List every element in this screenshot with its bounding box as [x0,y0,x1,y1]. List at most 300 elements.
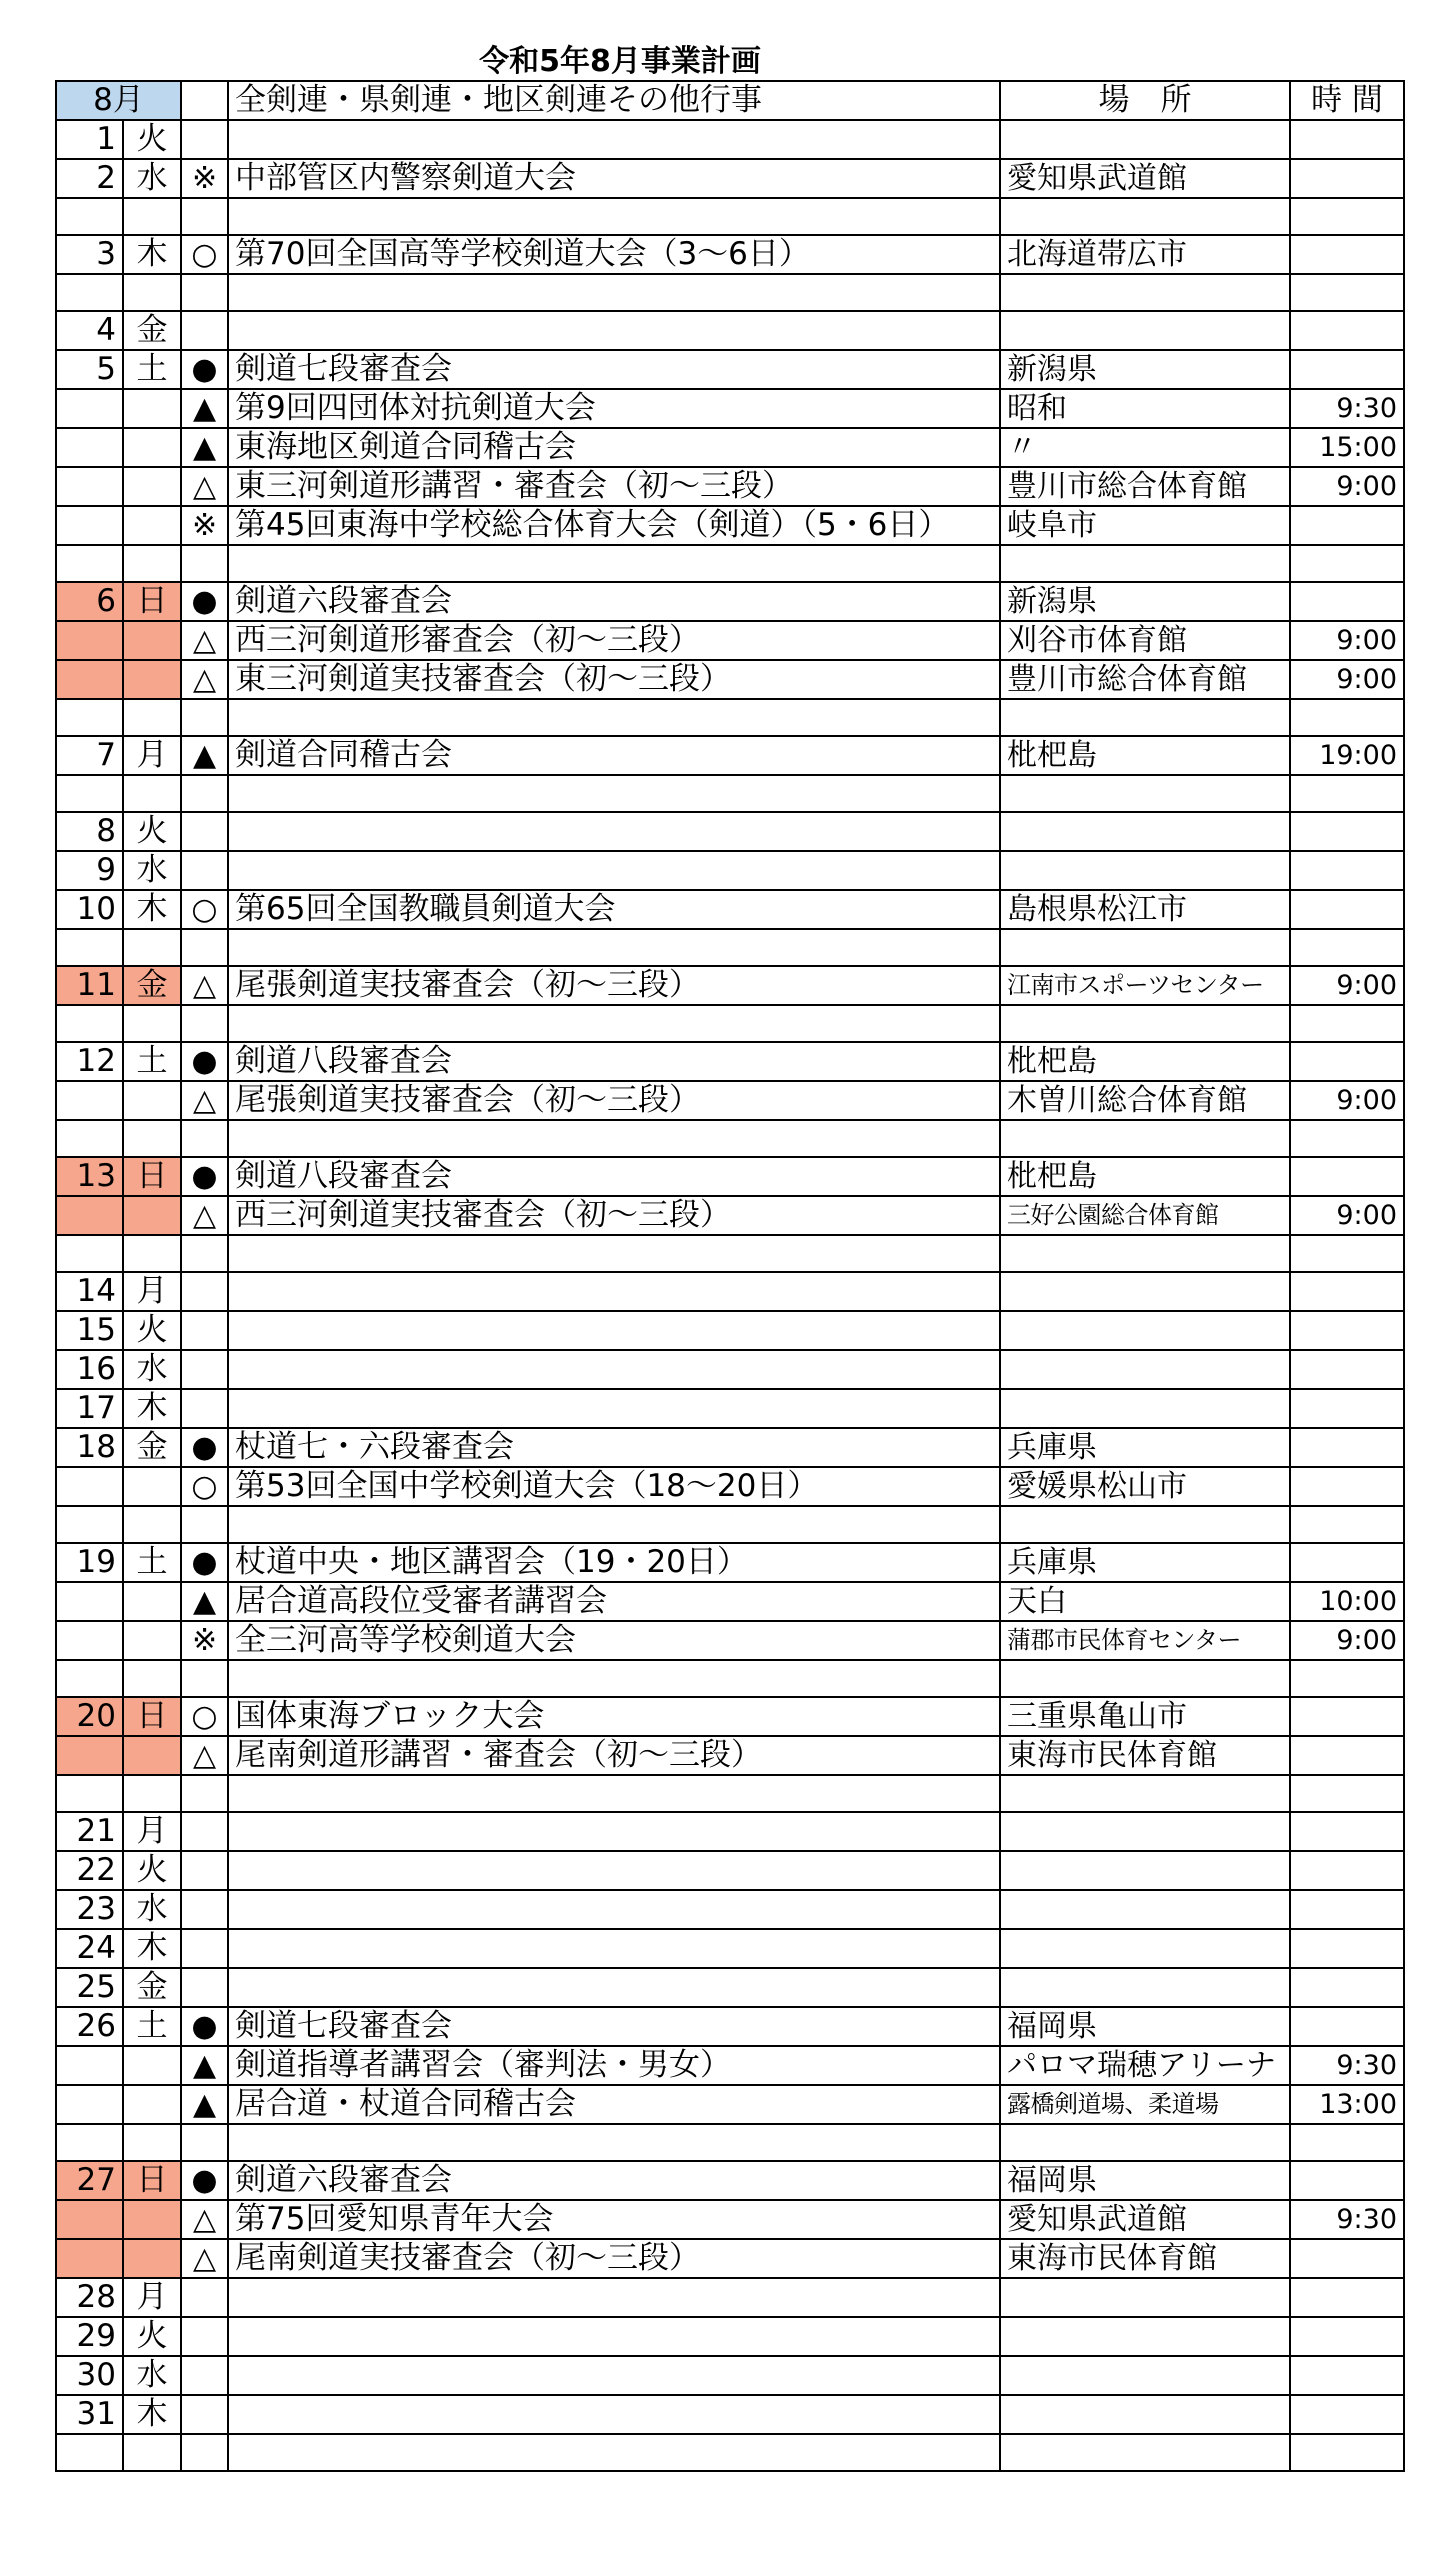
place-cell: 昭和 [1000,389,1290,428]
weekday-cell [123,2239,181,2278]
time-cell [1290,2161,1404,2200]
day-cell [56,1506,123,1543]
time-cell: 9:00 [1290,1081,1404,1120]
weekday-cell [123,2434,181,2471]
place-cell: 天白 [1000,1582,1290,1621]
event-cell [228,2124,1000,2161]
category-mark [181,1311,228,1350]
table-row [56,2356,1404,2395]
category-mark: ▲ [181,389,228,428]
table-row [56,1350,1404,1389]
place-cell: 愛媛県松山市 [1000,1467,1290,1506]
event-cell: 第9回四団体対抗剣道大会 [228,389,1000,428]
day-cell [56,660,123,699]
category-mark [181,545,228,582]
weekday-cell: 月 [123,736,181,775]
time-cell [1290,1736,1404,1775]
category-mark: ○ [181,1697,228,1736]
time-cell: 9:30 [1290,2046,1404,2085]
table-row [56,929,1404,966]
weekday-cell [123,1775,181,1812]
category-mark: △ [181,621,228,660]
category-mark [181,1890,228,1929]
weekday-cell [123,198,181,235]
event-cell: 杖道中央・地区講習会（19・20日） [228,1543,1000,1582]
category-mark [181,120,228,159]
place-cell [1000,1929,1290,1968]
weekday-cell: 金 [123,311,181,350]
weekday-cell [123,1506,181,1543]
event-cell [228,929,1000,966]
event-cell [228,2395,1000,2434]
table-row [56,582,1404,621]
time-cell [1290,1775,1404,1812]
month-header: 8月 [56,81,181,120]
place-cell: 木曽川総合体育館 [1000,1081,1290,1120]
day-cell [56,428,123,467]
time-cell: 9:30 [1290,389,1404,428]
time-cell [1290,1467,1404,1506]
table-row [56,198,1404,235]
day-cell [56,506,123,545]
time-cell [1290,1929,1404,1968]
time-cell [1290,159,1404,198]
place-cell [1000,2278,1290,2317]
time-cell [1290,1235,1404,1272]
day-cell: 21 [56,1812,123,1851]
place-cell [1000,274,1290,311]
weekday-cell [123,2085,181,2124]
category-mark [181,1812,228,1851]
category-mark: ※ [181,159,228,198]
table-row [56,1042,1404,1081]
time-cell [1290,2356,1404,2395]
table-row [56,2317,1404,2356]
weekday-cell: 日 [123,582,181,621]
table-row [56,890,1404,929]
place-cell: 愛知県武道館 [1000,2200,1290,2239]
category-mark [181,198,228,235]
table-row [56,1968,1404,2007]
place-cell: 蒲郡市民体育センター [1000,1621,1290,1660]
time-cell [1290,890,1404,929]
event-cell [228,2278,1000,2317]
time-cell [1290,1660,1404,1697]
day-cell [56,2434,123,2471]
category-mark [181,1851,228,1890]
weekday-cell [123,1467,181,1506]
place-cell [1000,311,1290,350]
weekday-cell [123,1196,181,1235]
table-row [56,775,1404,812]
category-mark [181,929,228,966]
day-cell [56,1081,123,1120]
weekday-cell: 月 [123,2278,181,2317]
weekday-cell [123,1235,181,1272]
time-cell [1290,2395,1404,2434]
event-cell [228,1506,1000,1543]
weekday-cell [123,467,181,506]
place-cell [1000,545,1290,582]
table-row [56,1929,1404,1968]
event-cell: 第45回東海中学校総合体育大会（剣道）（5・6日） [228,506,1000,545]
day-cell: 31 [56,2395,123,2434]
time-cell [1290,1851,1404,1890]
table-row [56,736,1404,775]
time-cell [1290,274,1404,311]
table-row [56,2200,1404,2239]
place-cell [1000,1272,1290,1311]
time-cell [1290,582,1404,621]
category-mark [181,1272,228,1311]
category-mark: ● [181,2007,228,2046]
time-cell [1290,1005,1404,1042]
weekday-cell: 日 [123,2161,181,2200]
table-row [56,389,1404,428]
time-cell [1290,699,1404,736]
table-row [56,1157,1404,1196]
day-cell: 30 [56,2356,123,2395]
place-cell: 新潟県 [1000,350,1290,389]
day-cell: 22 [56,1851,123,1890]
place-cell [1000,2356,1290,2395]
event-cell [228,1120,1000,1157]
time-cell [1290,2239,1404,2278]
table-row [56,545,1404,582]
weekday-cell [123,1660,181,1697]
time-cell: 15:00 [1290,428,1404,467]
event-cell: 剣道七段審査会 [228,2007,1000,2046]
category-mark [181,2395,228,2434]
table-row [56,1005,1404,1042]
day-cell: 6 [56,582,123,621]
weekday-cell [123,389,181,428]
weekday-cell [123,2046,181,2085]
mark-header [181,81,228,120]
table-row [56,2046,1404,2085]
place-cell [1000,2395,1290,2434]
day-cell: 25 [56,1968,123,2007]
event-cell: 第65回全国教職員剣道大会 [228,890,1000,929]
table-row [56,660,1404,699]
weekday-cell: 水 [123,1890,181,1929]
time-cell [1290,1120,1404,1157]
category-mark [181,1235,228,1272]
time-cell [1290,1272,1404,1311]
weekday-cell [123,699,181,736]
day-cell: 7 [56,736,123,775]
place-cell: 福岡県 [1000,2007,1290,2046]
time-cell [1290,1311,1404,1350]
weekday-cell: 木 [123,2395,181,2434]
event-cell: 剣道八段審査会 [228,1042,1000,1081]
event-cell [228,1968,1000,2007]
time-cell [1290,1812,1404,1851]
table-row [56,350,1404,389]
weekday-cell: 木 [123,1389,181,1428]
event-cell: 剣道八段審査会 [228,1157,1000,1196]
weekday-cell: 土 [123,350,181,389]
event-cell: 剣道指導者講習会（審判法・男女） [228,2046,1000,2085]
category-mark: ▲ [181,2085,228,2124]
event-cell: 国体東海ブロック大会 [228,1697,1000,1736]
table-row [56,1582,1404,1621]
table-row [56,621,1404,660]
weekday-cell: 水 [123,851,181,890]
weekday-cell: 火 [123,2317,181,2356]
day-cell: 8 [56,812,123,851]
day-cell [56,775,123,812]
header-row [56,81,1404,120]
category-mark [181,2434,228,2471]
day-cell: 13 [56,1157,123,1196]
time-cell [1290,1389,1404,1428]
event-cell [228,2356,1000,2395]
weekday-cell: 日 [123,1697,181,1736]
event-cell [228,1311,1000,1350]
time-cell: 19:00 [1290,736,1404,775]
day-cell [56,1775,123,1812]
time-cell: 9:30 [1290,2200,1404,2239]
category-mark [181,1660,228,1697]
place-cell: 三重県亀山市 [1000,1697,1290,1736]
time-cell: 9:00 [1290,966,1404,1005]
day-cell: 19 [56,1543,123,1582]
weekday-cell: 木 [123,235,181,274]
event-cell: 居合道・杖道合同稽古会 [228,2085,1000,2124]
place-cell: 岐阜市 [1000,506,1290,545]
category-mark [181,851,228,890]
day-cell: 1 [56,120,123,159]
day-cell [56,1736,123,1775]
time-cell [1290,198,1404,235]
weekday-cell [123,2124,181,2161]
category-mark [181,2278,228,2317]
day-cell [56,1005,123,1042]
category-mark [181,2356,228,2395]
event-cell: 尾南剣道実技審査会（初〜三段） [228,2239,1000,2278]
day-cell [56,1120,123,1157]
day-cell: 15 [56,1311,123,1350]
place-cell: 兵庫県 [1000,1543,1290,1582]
place-cell [1000,851,1290,890]
time-cell: 9:00 [1290,621,1404,660]
category-mark: ▲ [181,428,228,467]
category-mark: ● [181,1543,228,1582]
event-cell [228,851,1000,890]
time-cell: 9:00 [1290,467,1404,506]
event-cell: 剣道六段審査会 [228,582,1000,621]
event-cell: 西三河剣道実技審査会（初〜三段） [228,1196,1000,1235]
table-row [56,2395,1404,2434]
weekday-cell: 水 [123,1350,181,1389]
event-cell [228,1660,1000,1697]
time-cell [1290,311,1404,350]
place-cell: パロマ瑞穂アリーナ [1000,2046,1290,2085]
event-cell [228,812,1000,851]
place-cell [1000,1506,1290,1543]
event-cell [228,1775,1000,1812]
day-cell: 16 [56,1350,123,1389]
table-row [56,699,1404,736]
table-row [56,506,1404,545]
category-mark: ▲ [181,1582,228,1621]
place-cell: 福岡県 [1000,2161,1290,2200]
place-cell: 枇杷島 [1000,736,1290,775]
event-cell [228,545,1000,582]
day-cell [56,1235,123,1272]
place-cell: 刈谷市体育館 [1000,621,1290,660]
day-cell [56,198,123,235]
time-cell: 9:00 [1290,1621,1404,1660]
day-cell [56,2046,123,2085]
table-row [56,1812,1404,1851]
time-cell: 10:00 [1290,1582,1404,1621]
day-cell: 20 [56,1697,123,1736]
table-row [56,1697,1404,1736]
category-mark [181,1005,228,1042]
time-cell [1290,1428,1404,1467]
place-cell [1000,2124,1290,2161]
category-mark: ▲ [181,2046,228,2085]
place-cell [1000,2434,1290,2471]
category-mark [181,2317,228,2356]
category-mark: ▲ [181,736,228,775]
time-cell [1290,506,1404,545]
weekday-cell [123,1005,181,1042]
day-cell [56,2239,123,2278]
event-cell [228,1812,1000,1851]
event-cell [228,699,1000,736]
place-cell [1000,1851,1290,1890]
event-cell [228,274,1000,311]
time-cell [1290,1506,1404,1543]
day-cell [56,1196,123,1235]
place-cell: 豊川市総合体育館 [1000,660,1290,699]
category-mark [181,812,228,851]
event-cell [228,1005,1000,1042]
category-mark [181,1929,228,1968]
event-cell [228,1235,1000,1272]
table-row [56,1506,1404,1543]
table-row [56,1196,1404,1235]
weekday-cell: 土 [123,1042,181,1081]
place-cell: 兵庫県 [1000,1428,1290,1467]
place-cell [1000,198,1290,235]
table-row [56,235,1404,274]
category-mark: △ [181,1196,228,1235]
table-row [56,1736,1404,1775]
weekday-cell: 金 [123,966,181,1005]
event-cell [228,1272,1000,1311]
weekday-cell [123,775,181,812]
weekday-cell: 水 [123,159,181,198]
category-mark [181,775,228,812]
place-cell [1000,1890,1290,1929]
event-cell: 西三河剣道形審査会（初〜三段） [228,621,1000,660]
place-cell [1000,1120,1290,1157]
weekday-cell: 木 [123,1929,181,1968]
event-cell: 尾南剣道形講習・審査会（初〜三段） [228,1736,1000,1775]
time-cell [1290,545,1404,582]
category-mark [181,2124,228,2161]
day-cell: 18 [56,1428,123,1467]
weekday-cell: 土 [123,1543,181,1582]
weekday-cell [123,506,181,545]
time-cell: 9:00 [1290,1196,1404,1235]
day-cell [56,699,123,736]
place-header: 場 所 [1000,81,1290,120]
event-cell [228,1890,1000,1929]
time-header: 時 間 [1290,81,1404,120]
place-cell [1000,699,1290,736]
table-row [56,2161,1404,2200]
event-cell [228,2434,1000,2471]
weekday-cell [123,2200,181,2239]
weekday-cell: 火 [123,120,181,159]
time-cell [1290,1697,1404,1736]
category-mark: ※ [181,1621,228,1660]
time-cell [1290,2124,1404,2161]
table-row [56,1890,1404,1929]
day-cell: 14 [56,1272,123,1311]
category-mark: ● [181,1042,228,1081]
event-cell [228,1851,1000,1890]
weekday-cell [123,1621,181,1660]
place-cell: 三好公園総合体育館 [1000,1196,1290,1235]
time-cell [1290,1890,1404,1929]
table-row [56,2124,1404,2161]
weekday-cell [123,1081,181,1120]
table-row [56,467,1404,506]
day-cell: 24 [56,1929,123,1968]
category-mark [181,1350,228,1389]
weekday-cell: 月 [123,1812,181,1851]
table-row [56,1235,1404,1272]
table-row [56,311,1404,350]
place-cell [1000,1812,1290,1851]
table-row [56,2007,1404,2046]
day-cell [56,2085,123,2124]
place-cell: 東海市民体育館 [1000,1736,1290,1775]
place-cell: 江南市スポーツセンター [1000,966,1290,1005]
place-cell [1000,1311,1290,1350]
event-cell: 中部管区内警察剣道大会 [228,159,1000,198]
weekday-cell: 火 [123,1851,181,1890]
table-row [56,1120,1404,1157]
event-cell [228,1929,1000,1968]
day-cell [56,545,123,582]
events-header: 全剣連・県剣連・地区剣連その他行事 [228,81,1000,120]
category-mark: △ [181,660,228,699]
time-cell [1290,2007,1404,2046]
day-cell: 5 [56,350,123,389]
event-cell: 剣道合同稽古会 [228,736,1000,775]
category-mark: ● [181,2161,228,2200]
day-cell [56,1582,123,1621]
day-cell: 28 [56,2278,123,2317]
table-row [56,1775,1404,1812]
category-mark [181,1389,228,1428]
place-cell [1000,1005,1290,1042]
event-cell [228,2317,1000,2356]
place-cell: 北海道帯広市 [1000,235,1290,274]
category-mark: ● [181,1157,228,1196]
time-cell [1290,120,1404,159]
event-cell [228,1350,1000,1389]
day-cell [56,2124,123,2161]
place-cell [1000,775,1290,812]
